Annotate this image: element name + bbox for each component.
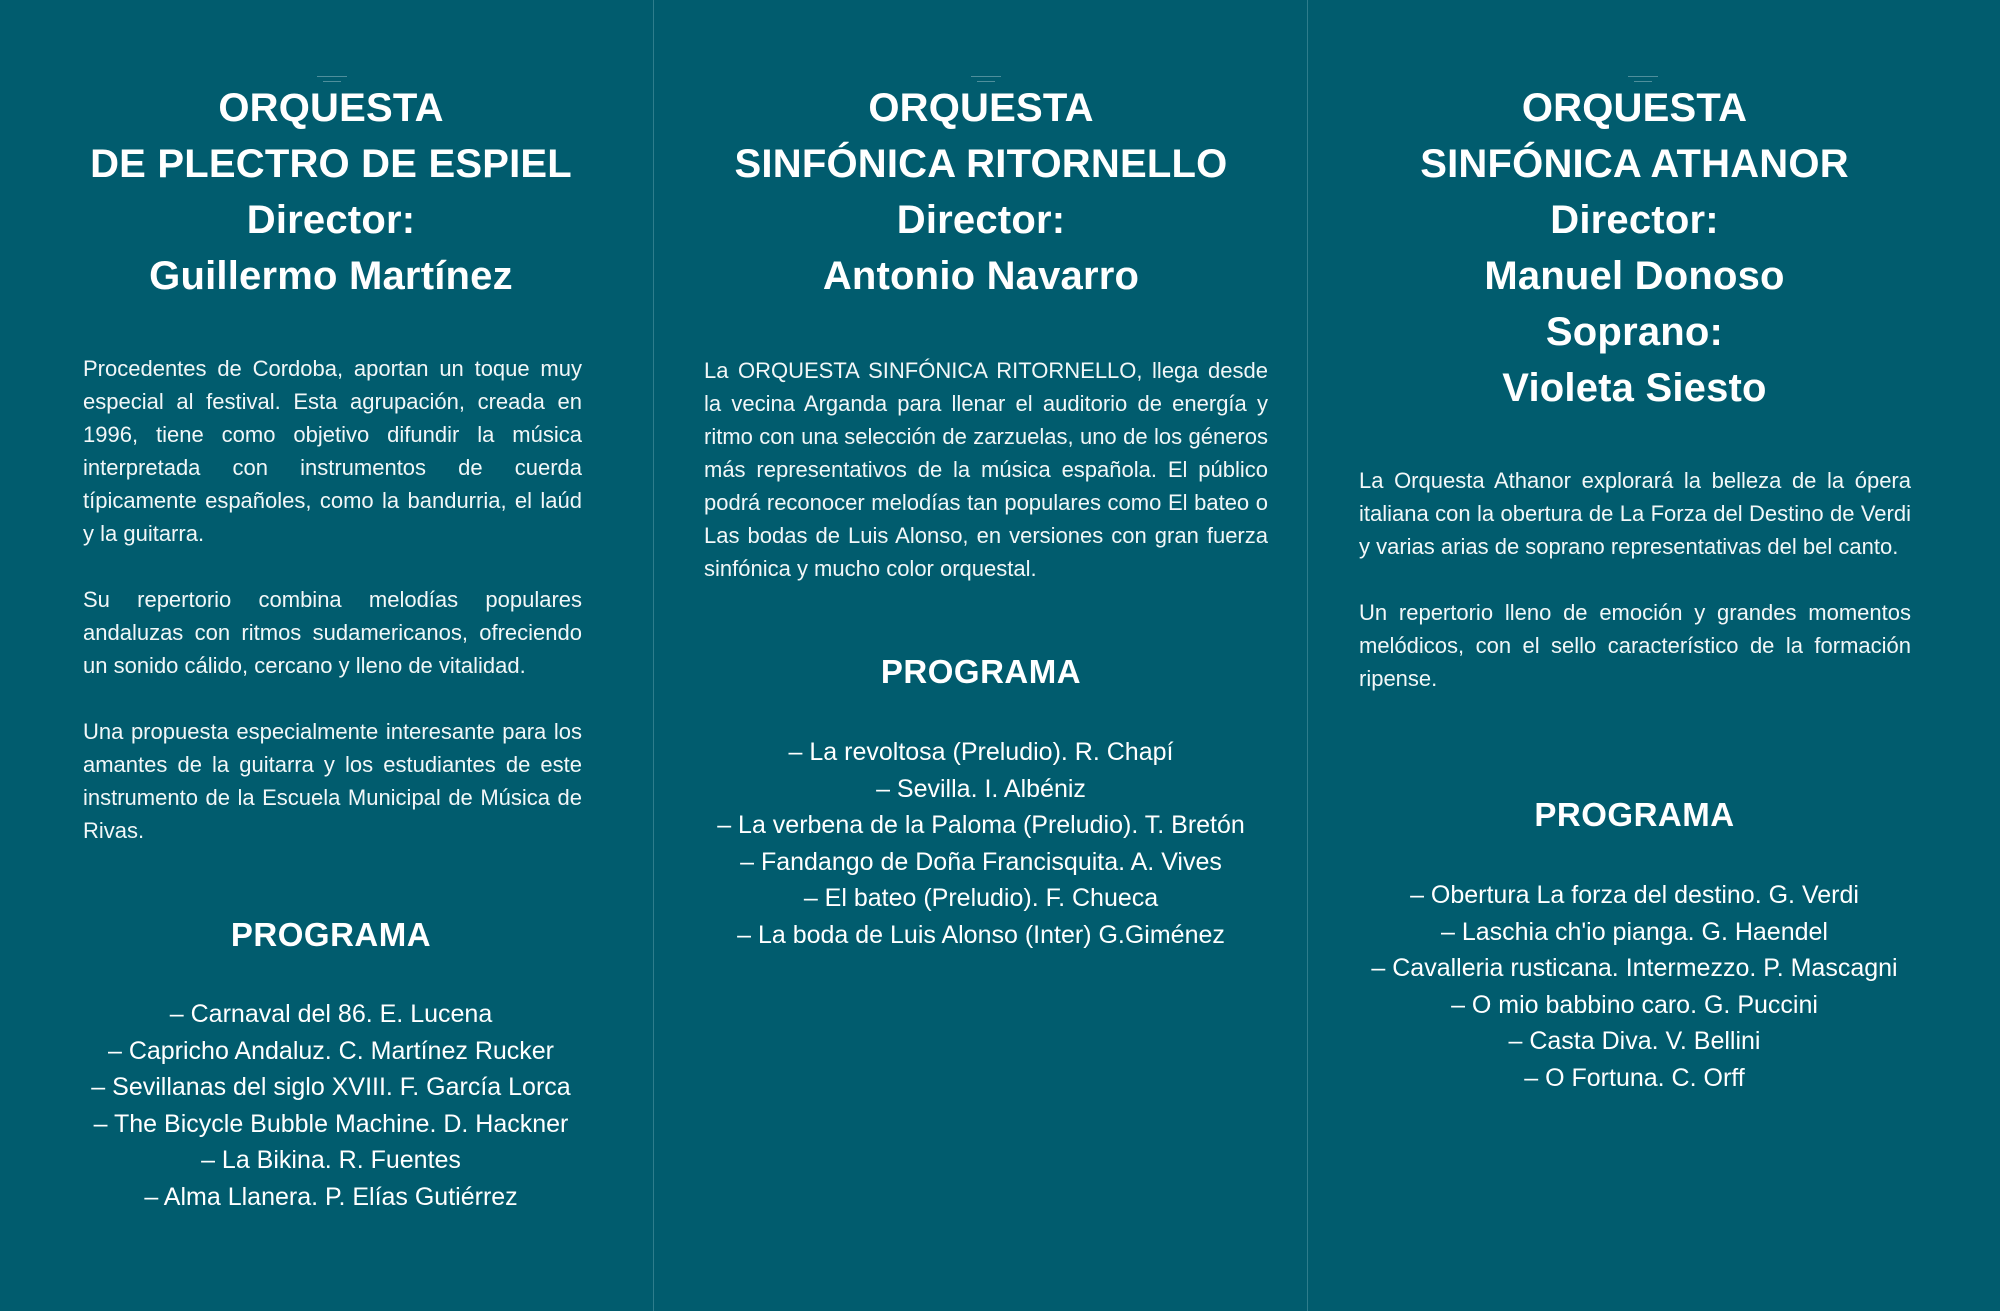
description-paragraph: La ORQUESTA SINFÓNICA RITORNELLO, llega desde la vecina Arganda para llenar el auditorio de energía y ritmo con una selección de zarzuelas, uno de los géneros más representativos de la música española. El público podrá reconocer melodías tan populares como El bateo o Las bodas de Luis Alonso, en versiones con gran fuerza sinfónica y mucho color orquestal.	[704, 358, 1268, 581]
description-paragraph: Su repertorio combina melodías populares andaluzas con ritmos sudamericanos, ofreciendo un sonido cálido, cercano y lleno de vitalidad.	[83, 587, 582, 678]
heading-line: DE PLECTRO DE ESPIEL	[90, 142, 572, 186]
programa-item: – Carnaval del 86. E. Lucena	[169, 1000, 493, 1028]
programa-list	[1308, 877, 1961, 1096]
panel-orquesta-athanor	[1307, 0, 2000, 1311]
programa-item: – Fandango de Doña Francisquita. A. Vives	[740, 847, 1222, 876]
programa-item: – Sevillanas del siglo XVIII. F. García Lorca	[91, 1073, 571, 1101]
programa-item: – The Bicycle Bubble Machine. D. Hackner	[93, 1109, 569, 1138]
programa-item: – Cavalleria rusticana. Intermezzo. P. Mascagni	[1371, 954, 1898, 982]
fold-mark	[317, 76, 347, 77]
heading-line: Soprano:	[1545, 310, 1724, 354]
heading-line: Guillermo Martínez	[149, 254, 513, 298]
heading-line: Violeta Siesto	[1502, 366, 1767, 410]
panel-description	[83, 352, 582, 847]
panel-description	[704, 354, 1268, 585]
programa-item: – La verbena de la Paloma (Preludio). T. Bretón	[717, 811, 1245, 839]
programa-title: PROGRAMA	[230, 916, 432, 953]
panel-heading	[654, 80, 1308, 304]
programa-item: – Casta Diva. V. Bellini	[1508, 1027, 1761, 1055]
programa-item: – O mio babbino caro. G. Puccini	[1451, 990, 1818, 1019]
programa-list	[654, 734, 1308, 953]
heading-line: Director:	[896, 198, 1066, 242]
programa-item: – O Fortuna. C. Orff	[1524, 1063, 1745, 1092]
panel-orquesta-ritornello	[653, 0, 1307, 1311]
heading-line: Director:	[1550, 198, 1719, 242]
fold-mark	[1628, 76, 1658, 77]
description-paragraph: Procedentes de Cordoba, aportan un toque muy especial al festival. Esta agrupación, creada en 1996, tiene como objetivo difundir la música interpretada con instrumentos de cuerda típicamente españoles, como la bandurria, el laúd y la guitarra.	[83, 356, 582, 546]
heading-line: ORQUESTA	[1521, 86, 1748, 130]
programa-item: – Laschia ch'io pianga. G. Haendel	[1441, 917, 1828, 946]
heading-line: ORQUESTA	[868, 86, 1094, 130]
fold-mark	[971, 76, 1001, 77]
panel-description	[1359, 464, 1911, 695]
programa-item: – Alma Llanera. P. Elías Gutiérrez	[144, 1182, 518, 1211]
description-paragraph: La Orquesta Athanor explorará la belleza de la ópera italiana con la obertura de La Forza del Destino de Verdi y varias arias de soprano representativas del bel canto.	[1359, 468, 1911, 559]
panel-heading	[1308, 80, 1961, 416]
heading-line: Manuel Donoso	[1484, 254, 1785, 298]
panel-orquesta-plectro-espiel	[0, 0, 653, 1311]
heading-line: SINFÓNICA RITORNELLO	[734, 142, 1228, 186]
programa-item: – La boda de Luis Alonso (Inter) G.Giménez	[737, 920, 1225, 949]
heading-line: SINFÓNICA ATHANOR	[1420, 142, 1849, 186]
programa-list	[38, 996, 624, 1215]
heading-line: Antonio Navarro	[822, 254, 1140, 298]
description-paragraph: Un repertorio lleno de emoción y grandes momentos melódicos, con el sello característico de la formación ripense.	[1359, 600, 1911, 691]
programa-item: – Obertura La forza del destino. G. Verdi	[1410, 881, 1859, 909]
panel-heading	[38, 80, 624, 304]
programa-item: – El bateo (Preludio). F. Chueca	[803, 884, 1159, 912]
heading-line: Director:	[246, 198, 416, 242]
programa-title: PROGRAMA	[1534, 796, 1735, 833]
programa-item: – Sevilla. I. Albéniz	[876, 774, 1086, 803]
heading-line: ORQUESTA	[218, 86, 444, 130]
programa-item: – Capricho Andaluz. C. Martínez Rucker	[107, 1036, 555, 1065]
programa-item: – La Bikina. R. Fuentes	[201, 1146, 461, 1174]
programa-item: – La revoltosa (Preludio). R. Chapí	[788, 738, 1174, 766]
programa-title: PROGRAMA	[880, 653, 1082, 690]
description-paragraph: Una propuesta especialmente interesante para los amantes de la guitarra y los estudiantes de este instrumento de la Escuela Municipal de Música de Rivas.	[83, 719, 582, 843]
